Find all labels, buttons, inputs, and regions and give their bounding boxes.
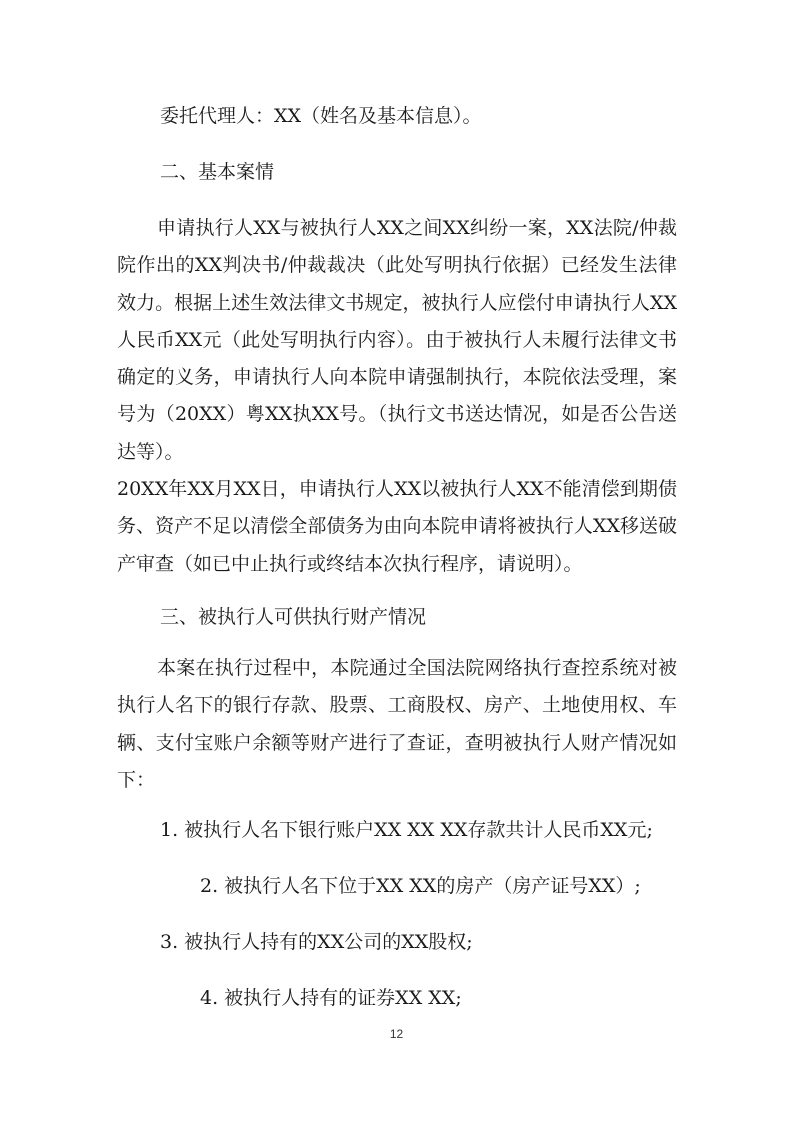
page-number: 12: [389, 1027, 404, 1041]
property-investigation-paragraph: 本案在执行过程中，本院通过全国法院网络执行查控系统对被执行人名下的银行存款、股票、工商股权、房产、土地使用权、车辆、支付宝账户余额等财产进行了查证，查明被执行人财产情况如下：: [117, 657, 677, 791]
list-item: 3. 被执行人持有的XX公司的XX股权;: [160, 931, 473, 953]
agent-line: 委托代理人：XX（姓名及基本信息）。: [160, 105, 482, 127]
case-facts-paragraph: 申请执行人XX与被执行人XX之间XX纠纷一案，XX法院/仲裁院作出的XX判决书/仲裁裁决（此处写明执行依据）已经发生法律效力。根据上述生效法律文书规定，被执行人应偿付申请执行人XX人民币XX元（此处写明执行内容）。由于被执行人未履行法律文书确定的义务，申请执行人向本院申请强制执行，本院依法受理，案号为（20XX）粤XX执XX号。（执行文书送达情况，如是否公告送达等）。: [117, 217, 677, 463]
section-heading-property: 三、被执行人可供执行财产情况: [160, 606, 427, 628]
list-item: 4. 被执行人持有的证券XX XX;: [200, 987, 462, 1009]
bankruptcy-referral-paragraph: 20XX年XX月XX日，申请执行人XX以被执行人XX不能清偿到期债务、资产不足以清偿全部债务为由向本院申请将被执行人XX移送破产审查（如已中止执行或终结本次执行程序，请说明）。: [117, 478, 677, 575]
section-heading-basic-facts: 二、基本案情: [160, 161, 275, 183]
case-facts-block: [117, 210, 677, 583]
list-item: 1. 被执行人名下银行账户XX XX XX存款共计人民币XX元;: [160, 819, 653, 841]
list-item: 2. 被执行人名下位于XX XX的房产（房产证号XX）;: [200, 875, 641, 897]
